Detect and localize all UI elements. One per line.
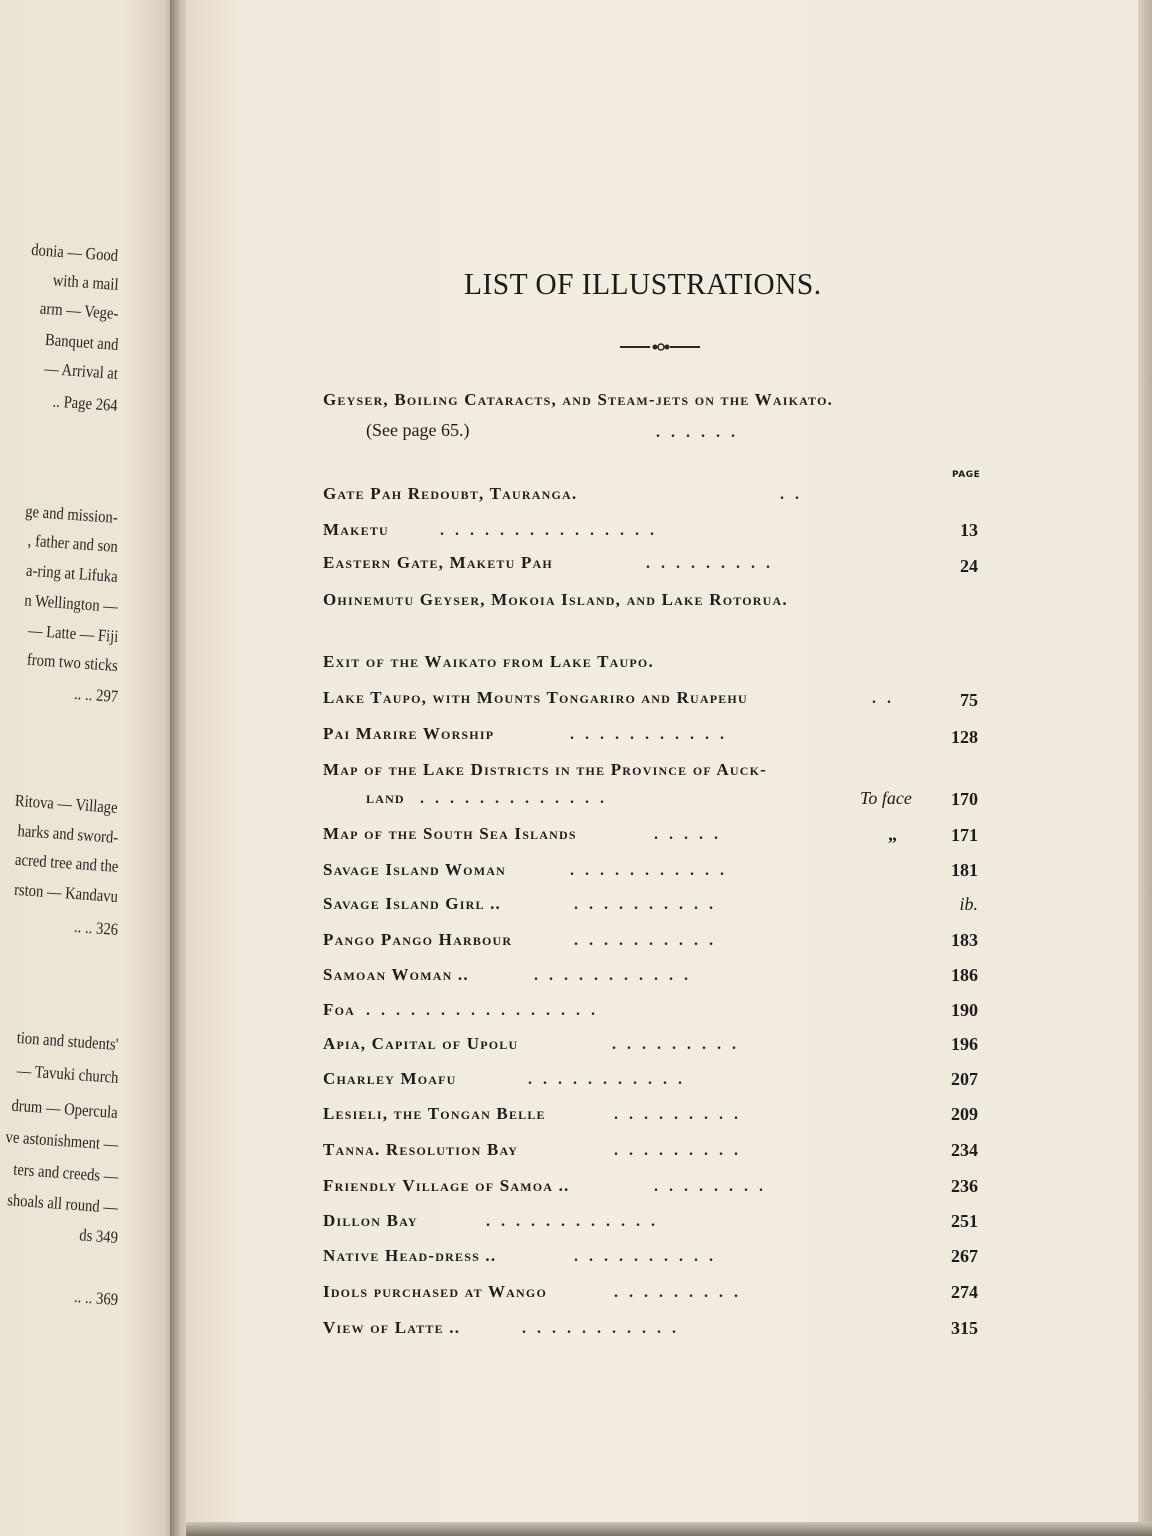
illustration-title: Idols purchased at Wango (323, 1282, 547, 1301)
dot-leader: ........... (528, 1071, 693, 1088)
illustration-title: Gate Pah Redoubt, Tauranga. (323, 484, 578, 503)
left-page-line: shoals all round — (6, 1190, 119, 1217)
left-page-line: .. .. 297 (73, 683, 119, 706)
dot-leader: ......... (614, 1142, 749, 1159)
illustration-title: Lesieli, the Tongan Belle (323, 1104, 546, 1123)
left-facing-page (0, 0, 178, 1536)
dot-leader: ..... (654, 826, 729, 843)
left-page-line: Ritova — Village (14, 790, 119, 817)
left-page-line: tion and students' (15, 1027, 119, 1054)
illustration-note: To face (860, 788, 912, 808)
dot-leader: ...... (656, 424, 746, 441)
left-page-line: harks and sword- (16, 820, 119, 847)
dot-leader: ............... (440, 522, 665, 539)
dot-leader: .. (780, 486, 810, 503)
left-page-line: — Latte — Fiji (27, 620, 119, 646)
left-page-line: donia — Good (30, 239, 119, 265)
dot-leader: ......... (612, 1036, 747, 1053)
illustration-title: Maketu (323, 520, 389, 539)
dot-leader: ......... (646, 555, 781, 572)
dot-leader: ......... (614, 1106, 749, 1123)
illustration-title: Lake Taupo, with Mounts Tongariro and Ruapehu (323, 688, 748, 707)
illustration-title: Exit of the Waikato from Lake Taupo. (323, 652, 654, 671)
illustration-title: Ohinemutu Geyser, Mokoia Island, and Lake Rotorua. (323, 590, 788, 609)
dot-leader: ......... (614, 1284, 749, 1301)
dot-leader: .......... (574, 1248, 724, 1265)
illustration-title: Map of the South Sea Islands (323, 824, 577, 843)
illustration-page-number: 183 (951, 930, 978, 950)
left-page-line: a-ring at Lifuka (25, 560, 119, 586)
illustration-title: Geyser, Boiling Cataracts, and Steam-jets on the Waikato. (323, 390, 834, 409)
left-page-line: from two sticks (26, 649, 119, 675)
left-page-line: ge and mission- (25, 501, 119, 527)
illustration-title: Savage Island Woman (323, 860, 506, 879)
illustration-page-number: 186 (951, 965, 978, 985)
illustration-title: Samoan Woman .. (323, 965, 469, 984)
left-page-line: rston — Kandavu (13, 879, 119, 906)
page-column-label: PAGE (952, 470, 981, 480)
dot-leader: ................ (366, 1002, 606, 1019)
dot-leader: ........... (522, 1320, 687, 1337)
illustration-page-number: 24 (960, 556, 978, 576)
illustration-title: View of Latte .. (323, 1318, 461, 1337)
illustration-title: Pai Marire Worship (323, 724, 495, 743)
illustration-subtitle: (See page 65.) (366, 420, 470, 440)
illustration-title: Native Head-dress .. (323, 1246, 497, 1265)
illustration-page-number: 315 (951, 1318, 978, 1338)
left-page-line: .. Page 264 (52, 391, 119, 415)
illustration-page-number: 181 (951, 860, 978, 880)
dot-leader: ........... (570, 726, 735, 743)
illustration-title: Foa (323, 1000, 355, 1019)
illustration-title: Apia, Capital of Upolu (323, 1034, 519, 1053)
left-page-line: n Wellington — (24, 590, 119, 616)
left-page-line: Banquet and (44, 329, 119, 354)
illustration-page-number: 170 (951, 789, 978, 809)
left-page-line: .. .. 369 (73, 1286, 119, 1309)
illustration-title: Pango Pango Harbour (323, 930, 513, 949)
illustration-page-number: 207 (951, 1069, 978, 1089)
page-edge (1138, 0, 1152, 1536)
left-page-line: .. .. 326 (73, 916, 119, 939)
left-page-line: ds 349 (78, 1225, 119, 1247)
dot-leader: ........ (654, 1178, 774, 1195)
dot-leader: ........... (570, 862, 735, 879)
left-page-line: ve astonishment — (4, 1127, 119, 1154)
illustration-page-number: 196 (951, 1034, 978, 1054)
illustration-page-number: 75 (960, 690, 978, 710)
illustration-note: „ (888, 824, 897, 844)
left-page-line: , father and son (27, 530, 119, 556)
illustration-title: Friendly Village of Samoa .. (323, 1176, 570, 1195)
illustration-page-number: 234 (951, 1140, 978, 1160)
dot-leader: .......... (574, 896, 724, 913)
illustration-page-number: 267 (951, 1246, 978, 1266)
dot-leader: ............ (486, 1213, 666, 1230)
illustration-title: Eastern Gate, Maketu Pah (323, 553, 553, 572)
left-page-line: — Arrival at (43, 358, 119, 383)
illustration-page-number: ib. (959, 894, 978, 914)
dot-leader: ............. (420, 790, 615, 807)
illustration-title: Map of the Lake Districts in the Province of Auck- (323, 760, 768, 779)
illustration-page-number: 209 (951, 1104, 978, 1124)
illustration-page-number: 128 (951, 727, 978, 747)
dot-leader: .......... (574, 932, 724, 949)
left-page-line: — Tavuki church (15, 1060, 119, 1087)
dot-leader: .. (872, 690, 902, 707)
page-title: LIST OF ILLUSTRATIONS. (464, 266, 822, 301)
illustration-page-number: 171 (951, 825, 978, 845)
illustration-page-number: 274 (951, 1282, 978, 1302)
illustration-title: Charley Moafu (323, 1069, 457, 1088)
left-page-line: drum — Opercula (11, 1095, 119, 1122)
illustration-page-number: 236 (951, 1176, 978, 1196)
ornament-divider (620, 340, 700, 354)
left-page-line: with a mail (51, 270, 119, 294)
left-page-line: acred tree and the (14, 849, 119, 876)
illustration-page-number: 251 (951, 1211, 978, 1231)
left-page-line: ters and creeds — (12, 1159, 119, 1186)
illustration-title: Dillon Bay (323, 1211, 418, 1230)
dot-leader: ........... (534, 967, 699, 984)
left-page-line: arm — Vege- (39, 298, 119, 323)
illustration-title: Savage Island Girl .. (323, 894, 502, 913)
illustration-title: Tanna. Resolution Bay (323, 1140, 519, 1159)
illustration-title: land (366, 788, 405, 807)
page-bottom-edge (186, 1522, 1152, 1536)
illustration-page-number: 190 (951, 1000, 978, 1020)
illustration-page-number: 13 (960, 520, 978, 540)
